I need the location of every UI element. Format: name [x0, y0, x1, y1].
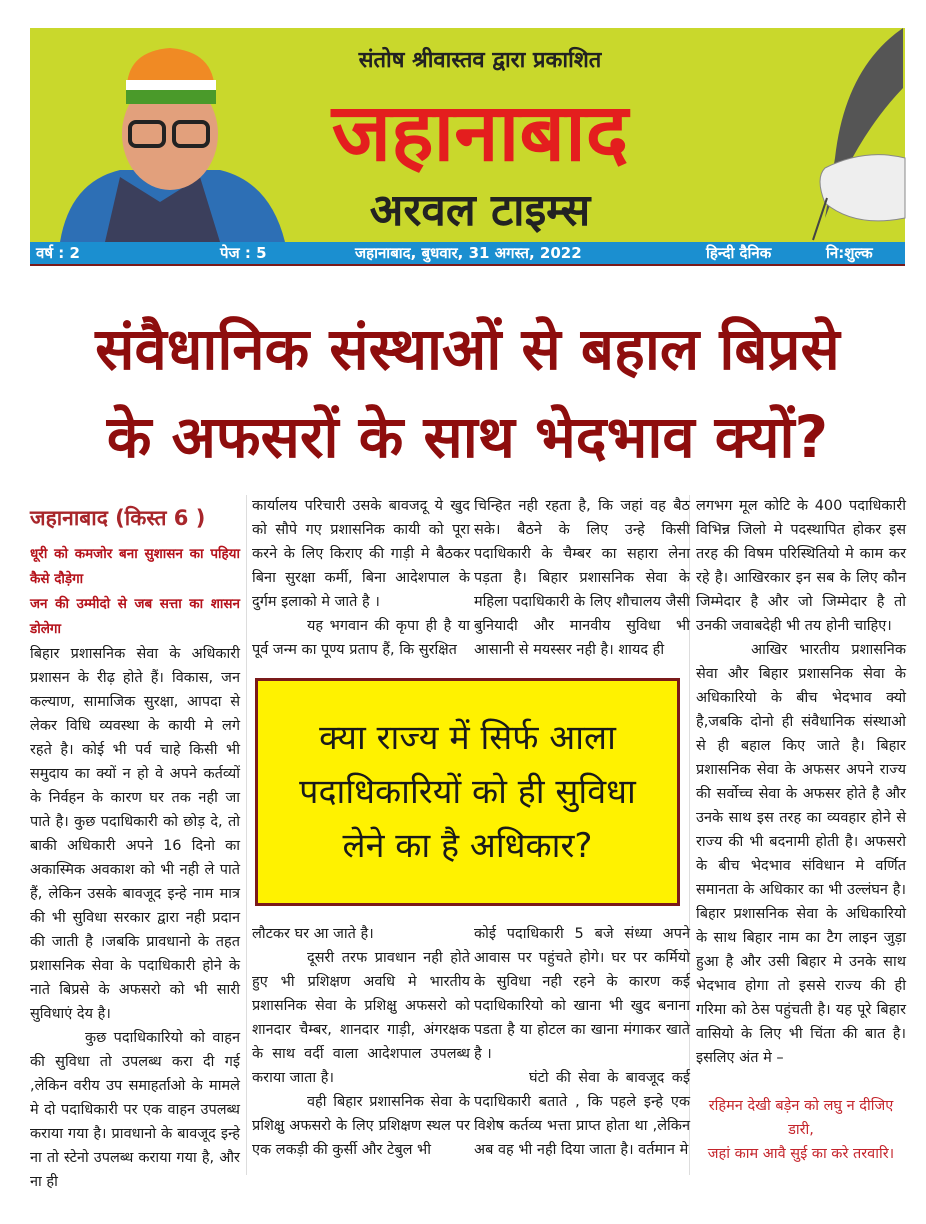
headline-line-2: के अफसरों के साथ भेदभाव क्यों?: [106, 403, 829, 471]
pull-quote: क्या राज्य में सिर्फ आला पदाधिकारियों को ही सुविधा लेने का है अधिकार?: [299, 718, 636, 866]
paragraph: कुछ पदाधिकारियो को वाहन की सुविधा तो उपलब्ध करा दी गई ,लेकिन वरीय उप समाहर्ताओ के मामले मे दो पदाधिकारी पर एक वाहन उपलब्ध कराया गया है। प्रावधानो के बावजूद इन्हे ना तो स्टेनो उपलब्ध कराया गया है, और ना ही: [30, 1030, 240, 1190]
paragraph: कार्यालय परिचारी उसके बावजदू ये खुद को सौपे गए प्रशासनिक कायी को पूरा करने के लिए किराए की गाड़ी मे बैठकर बिना सुरक्षा कर्मी, बिना आदेशपाल के दुर्गम इलाको मे जाते है ।: [252, 498, 470, 610]
article-column-2-bottom: [252, 922, 470, 1174]
couplet: [696, 1094, 906, 1166]
paragraph: दूसरी तरफ प्रावधान नही होते हुए भी प्रशिक्षण अवधि मे भारतीय प्रशासनिक सेवा के प्रशिक्षु अफसरो को शानदार चैम्बर, शानदार गाड़ी, अंगरक्षक के साथ वर्दी वाला आदेशपाल उपलब्ध कराया जाता है।: [252, 950, 470, 1086]
paragraph: चिन्हित नही रहता है, कि जहां वह बैठ सके। बैठने के लिए उन्हे किसी पदाधिकारी के चैम्बर का सहारा लेना पड़ता है। बिहार प्रशासनिक सेवा के महिला पदाधिकारी के लिए शौचालय जैसी बुनियादी और मानवीय सुविधा भी आसानी से मयस्सर नही है। शायद ही: [474, 498, 690, 658]
price-label: नि:शुल्क: [826, 244, 873, 262]
paragraph: बिहार प्रशासनिक सेवा के अधिकारी प्रशासन के रीढ़ होते हैं। विकास, जन कल्याण, सामाजिक सुरक्षा, आपदा से लेकर विधि व्यवस्था के कायी मे लगे रहते है। कोई भी पर्व चाहे किसी भी समुदाय का क्यों न हो वे अपने कर्तव्यों के निर्वहन के कारण घर तक नही जा पाते है। कुछ पदाधिकारी को छोड़ दे, तो बाकी अधिकारी अपने 16 दिनो का अकास्मिक अवकाश को भी नही ले पाते हैं, लेकिन उसके बावजूद इन्हे नाम मात्र की भी सुविधा सरकार द्वारा नही प्रदान की जाती है ।जबकि प्रावधानो के तहत प्रशासनिक सेवा के पदाधिकारी होने के नाते बिप्रसे के अफसरो को भी सारी सुविधाएं देय है।: [30, 646, 240, 1022]
paragraph: वही बिहार प्रशासनिक सेवा के प्रशिक्षु अफसरो के लिए प्रशिक्षण स्थल पर एक लकड़ी की कुर्सी और टेबुल भी: [252, 1094, 470, 1158]
subhead: धूरी को कमजोर बना सुशासन का पहिया कैसे दौड़ेगा: [30, 546, 240, 587]
headline-line-1: संवैधानिक संस्थाओं से बहाल बिप्रसे: [95, 315, 840, 383]
type-label: हिन्दी दैनिक: [706, 244, 772, 262]
paragraph: लगभग मूल कोटि के 400 पदाधिकारी विभिन्न जिलो मे पदस्थापित होकर इस तरह की विषम परिस्थितियो मे काम कर रहे है। आखिरकार इन सब के लिए कौन जिम्मेदार है और जो जिम्मेदार है तो उनकी जवाबदेही भी तय होनी चाहिए।: [696, 498, 906, 634]
newspaper-title: जहानाबाद: [331, 86, 629, 179]
publisher-photo: [50, 42, 290, 242]
year-label: वर्ष : 2: [36, 244, 80, 262]
paragraph: कोई पदाधिकारी 5 बजे संध्या अपने आवास पर पहुंचते होगे। घर पर कर्मियो के सुविधा नही रहने के कारण कई पदाधिकारियो को खाना भी खुद बनाना पडता है या होटल का खाना मंगाकर खाते है ।: [474, 926, 690, 1062]
paragraph: यह भगवान की कृपा ही है या पूर्व जन्म का पूण्य प्रताप हैं, कि सुरक्षित: [252, 618, 470, 658]
subhead: जन की उम्मीदो से जब सत्ता का शासन डोलेगा: [30, 596, 240, 637]
couplet-line-1: रहिमन देखी बड़ेन को लघु न दीजिए डारी,: [708, 1098, 894, 1138]
article-column-3-top: [474, 494, 690, 666]
paragraph: लौटकर घर आ जाते है।: [252, 926, 374, 942]
masthead: [30, 28, 905, 242]
date-label: जहानाबाद, बुधवार, 31 अगस्त, 2022: [355, 244, 582, 262]
quill-hand-icon: [765, 28, 905, 242]
article-column-4: [696, 494, 906, 1184]
pull-quote-box: [255, 678, 680, 906]
couplet-line-2: जहां काम आवै सुई का करे तरवारि।: [707, 1146, 895, 1162]
info-bar: [30, 242, 905, 266]
article-column-3-bottom: [474, 922, 690, 1174]
article-column-1: [30, 500, 240, 1190]
publisher-line: संतोष श्रीवास्तव द्वारा प्रकाशित: [358, 48, 602, 73]
page-label: पेज : 5: [220, 244, 267, 262]
paragraph: घंटो की सेवा के बावजूद कई पदाधिकारी बताते , कि पहले इन्हे एक विशेष कर्तव्य भत्ता प्राप्त होता था ,लेकिन अब वह भी नही दिया जाता है। वर्तमान मे: [474, 1070, 690, 1158]
newspaper-subtitle: अरवल टाइम्स: [369, 185, 591, 236]
paragraph: आखिर भारतीय प्रशासनिक सेवा और बिहार प्रशासनिक सेवा के अधिकारियो के बीच भेदभाव क्यो है,जबकि दोनो ही संवैधानिक संस्थाओ से ही बहाल किए जाते है। बिहार प्रशासनिक सेवा के अफसर अपने राज्य की सर्वोच्च सेवा के अफसर होते है और उनके साथ इस तरह का व्यवहार होने से राज्य की भी बदनामी होती है। अफसरो के बीच भेदभाव संविधान मे वर्णित समानता के अधिकार का भी उल्लंघन है। बिहार प्रशासनिक सेवा के अधिकारियो के साथ बिहार नाम का टैग लाइन जुड़ा हुआ है और उसी बिहार मे उनके साथ भेदभाव होगा तो इससे राज्य की ही गरिमा को ठेस पहुंचती है। यह पूरे बिहार वासियो के लिए भी चिंता की बात है। इसलिए अंत मे –: [696, 642, 906, 1066]
article-dateline: जहानाबाद (किस्त 6 ): [30, 506, 206, 530]
headline: [30, 305, 905, 481]
article-column-2-top: [252, 494, 470, 666]
column-divider: [246, 495, 247, 1175]
